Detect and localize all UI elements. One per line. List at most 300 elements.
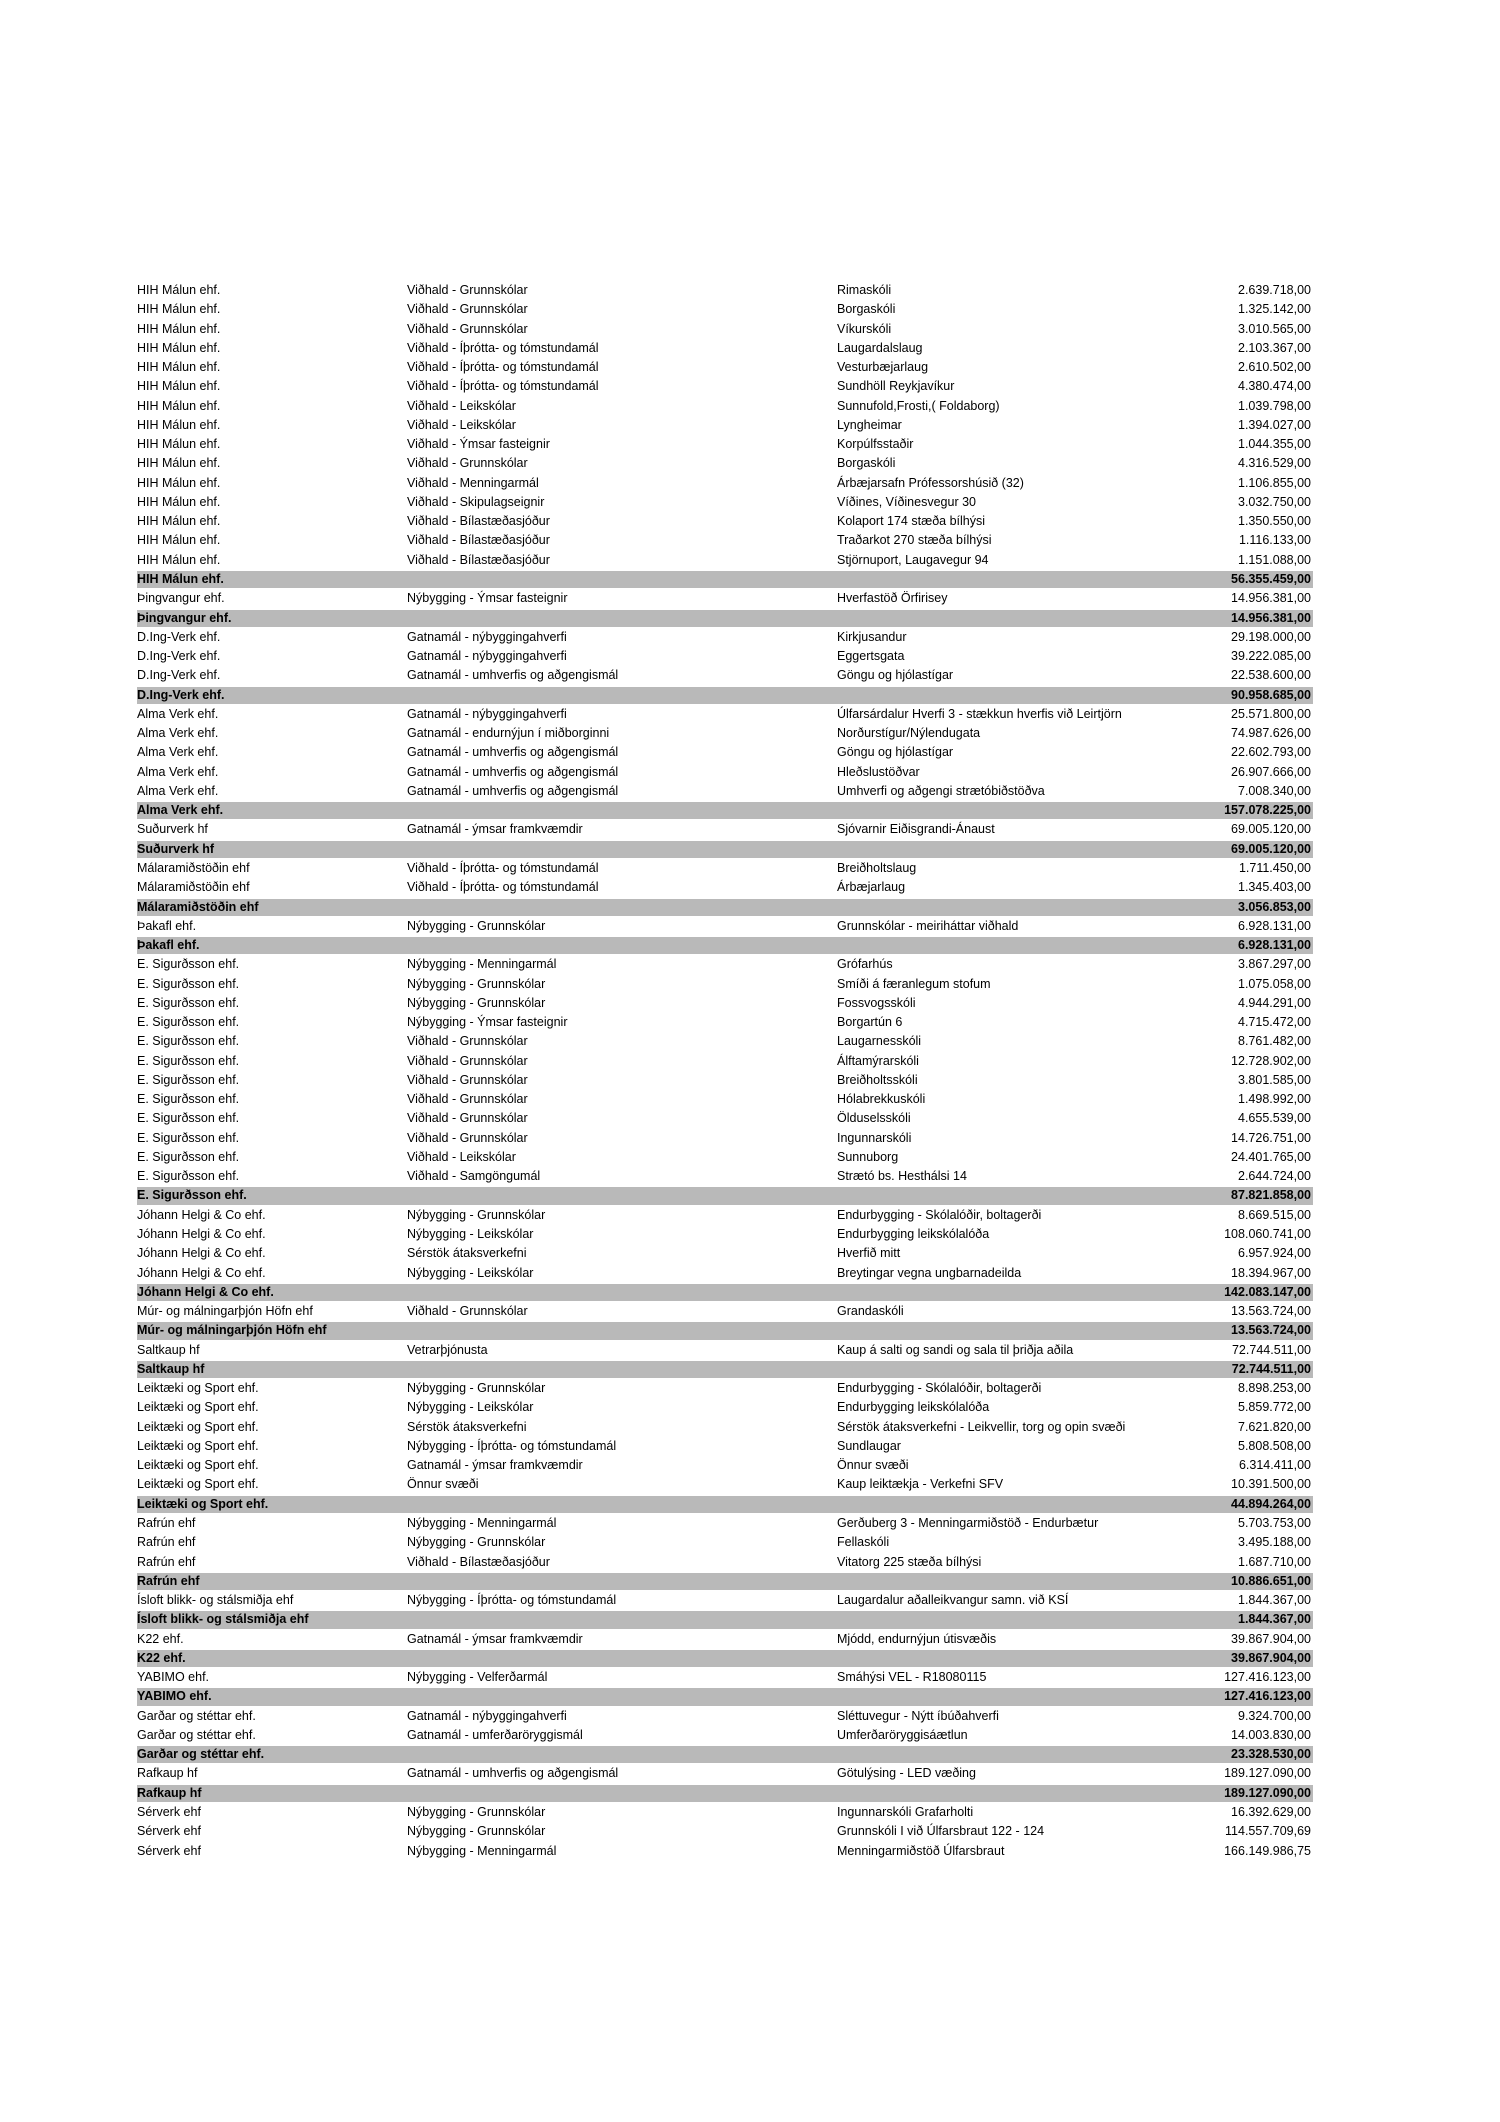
description-cell: Grófarhús <box>837 957 893 972</box>
company-cell: YABIMO ehf. <box>137 1670 210 1685</box>
category-cell: Viðhald - Grunnskólar <box>407 1130 528 1145</box>
summary-total-cell: 72.744.511,00 <box>1231 1361 1311 1376</box>
category-cell: Gatnamál - ýmsar framkvæmdir <box>407 1458 583 1473</box>
description-cell: Endurbygging leikskólalóða <box>837 1227 990 1242</box>
amount-cell: 2.103.367,00 <box>1238 340 1311 355</box>
table-row <box>137 320 1313 339</box>
description-cell: Víkurskóli <box>837 321 892 336</box>
category-cell: Nýbygging - Grunnskólar <box>407 1207 546 1222</box>
company-cell: Alma Verk ehf. <box>137 726 219 741</box>
company-cell: Sérverk ehf <box>137 1804 201 1819</box>
table-row <box>137 1013 1313 1032</box>
summary-row <box>137 1321 1313 1340</box>
amount-cell: 127.416.123,00 <box>1224 1670 1311 1685</box>
description-cell: Kaup á salti og sandi og sala til þriðja aðila <box>837 1342 1074 1357</box>
description-cell: Ölduselsskóli <box>837 1111 911 1126</box>
category-cell: Viðhald - Menningarmál <box>407 475 539 490</box>
description-cell: Kirkjusandur <box>837 629 907 644</box>
company-cell: HIH Málun ehf. <box>137 552 221 567</box>
table-row <box>137 705 1313 724</box>
category-cell: Viðhald - Grunnskólar <box>407 1092 528 1107</box>
amount-cell: 189.127.090,00 <box>1224 1766 1311 1781</box>
summary-total-cell: 189.127.090,00 <box>1224 1785 1311 1800</box>
category-cell: Gatnamál - nýbyggingahverfi <box>407 649 567 664</box>
description-cell: Umhverfi og aðgengi strætóbiðstöðva <box>837 783 1045 798</box>
description-cell: Gerðuberg 3 - Menningarmiðstöð - Endurbætur <box>837 1516 1099 1530</box>
table-row <box>137 628 1313 647</box>
company-cell: Rafrún ehf <box>137 1535 196 1550</box>
company-cell: E. Sigurðsson ehf. <box>137 1053 240 1068</box>
description-cell: Breiðholtslaug <box>837 860 917 875</box>
amount-cell: 6.928.131,00 <box>1238 918 1311 933</box>
description-cell: Fellaskóli <box>837 1535 890 1550</box>
summary-company-cell: Alma Verk ehf. <box>137 803 224 818</box>
category-cell: Nýbygging - Grunnskólar <box>407 1535 546 1550</box>
description-cell: Víðines, Víðinesvegur 30 <box>837 494 976 509</box>
description-cell: Göngu og hjólastígar <box>837 745 954 760</box>
summary-total-cell: 23.328.530,00 <box>1231 1747 1311 1762</box>
amount-cell: 1.116.133,00 <box>1238 533 1311 548</box>
amount-cell: 1.394.027,00 <box>1238 417 1311 432</box>
description-cell: Korpúlfsstaðir <box>837 437 914 452</box>
company-cell: Alma Verk ehf. <box>137 706 219 721</box>
amount-cell: 2.639.718,00 <box>1238 283 1311 297</box>
amount-cell: 39.222.085,00 <box>1231 649 1311 664</box>
company-cell: Jóhann Helgi & Co ehf. <box>137 1265 266 1280</box>
description-cell: Laugarnesskóli <box>837 1034 922 1049</box>
category-cell: Nýbygging - Grunnskólar <box>407 976 546 991</box>
table-row <box>137 1842 1313 1861</box>
amount-cell: 3.010.565,00 <box>1238 321 1311 336</box>
category-cell: Viðhald - Íþrótta- og tómstundamál <box>407 340 599 355</box>
summary-company-cell: YABIMO ehf. <box>137 1689 212 1704</box>
description-cell: Ingunnarskóli <box>837 1130 912 1145</box>
category-cell: Gatnamál - umhverfis og aðgengismál <box>407 668 619 683</box>
amount-cell: 69.005.120,00 <box>1231 822 1311 837</box>
description-cell: Grandaskóli <box>837 1304 904 1319</box>
table-row <box>137 1379 1313 1398</box>
company-cell: Leiktæki og Sport ehf. <box>137 1400 259 1415</box>
table-row <box>137 1456 1313 1475</box>
company-cell: HIH Málun ehf. <box>137 360 221 375</box>
summary-company-cell: Leiktæki og Sport ehf. <box>137 1496 269 1511</box>
company-cell: HIH Málun ehf. <box>137 379 221 394</box>
category-cell: Nýbygging - Ýmsar fasteignir <box>407 591 568 606</box>
contractor-payments-table <box>137 281 1313 1861</box>
summary-row <box>137 1360 1313 1379</box>
table-row <box>137 1553 1313 1572</box>
summary-total-cell: 39.867.904,00 <box>1231 1650 1311 1665</box>
description-cell: Árbæjarsafn Prófessorshúsið (32) <box>837 475 1024 490</box>
description-cell: Sjóvarnir Eiðisgrandi-Ánaust <box>837 822 995 837</box>
description-cell: Smíði á færanlegum stofum <box>837 976 991 991</box>
company-cell: HIH Málun ehf. <box>137 533 221 548</box>
table-row <box>137 1052 1313 1071</box>
table-row <box>137 1533 1313 1552</box>
amount-cell: 8.898.253,00 <box>1238 1381 1311 1396</box>
amount-cell: 24.401.765,00 <box>1231 1149 1311 1164</box>
table-row <box>137 1822 1313 1841</box>
amount-cell: 4.715.472,00 <box>1238 1015 1311 1030</box>
amount-cell: 108.060.741,00 <box>1224 1227 1311 1242</box>
amount-cell: 1.151.088,00 <box>1238 552 1311 567</box>
category-cell: Nýbygging - Íþrótta- og tómstundamál <box>407 1438 617 1453</box>
summary-total-cell: 90.958.685,00 <box>1231 687 1311 702</box>
amount-cell: 13.563.724,00 <box>1231 1304 1311 1319</box>
amount-cell: 22.538.600,00 <box>1231 668 1311 683</box>
table-row <box>137 955 1313 974</box>
summary-row <box>137 898 1313 917</box>
description-cell: Vitatorg 225 stæða bílhýsi <box>837 1554 982 1569</box>
description-cell: Sérstök átaksverkefni - Leikvellir, torg og opin svæði <box>837 1419 1126 1434</box>
category-cell: Nýbygging - Grunnskólar <box>407 1824 546 1839</box>
description-cell: Grunnskólar - meiriháttar viðhald <box>837 918 1019 933</box>
description-cell: Sundlaugar <box>837 1438 901 1453</box>
table-row <box>137 358 1313 377</box>
amount-cell: 3.032.750,00 <box>1238 494 1311 509</box>
table-row <box>137 1707 1313 1726</box>
category-cell: Nýbygging - Íþrótta- og tómstundamál <box>407 1593 617 1608</box>
description-cell: Rimaskóli <box>837 283 892 297</box>
category-cell: Viðhald - Bílastæðasjóður <box>407 533 550 548</box>
table-row <box>137 1630 1313 1649</box>
description-cell: Sunnufold,Frosti,( Foldaborg) <box>837 398 1000 413</box>
description-cell: Endurbygging leikskólalóða <box>837 1400 990 1415</box>
category-cell: Gatnamál - nýbyggingahverfi <box>407 1708 567 1723</box>
summary-row <box>137 840 1313 859</box>
table-row <box>137 1514 1313 1533</box>
amount-cell: 5.859.772,00 <box>1238 1400 1311 1415</box>
company-cell: Múr- og málningarþjón Höfn ehf <box>137 1304 313 1319</box>
company-cell: D.Ing-Verk ehf. <box>137 668 221 683</box>
amount-cell: 4.316.529,00 <box>1238 456 1311 471</box>
company-cell: Þingvangur ehf. <box>137 591 225 606</box>
summary-company-cell: Jóhann Helgi & Co ehf. <box>137 1284 274 1299</box>
company-cell: K22 ehf. <box>137 1631 184 1646</box>
table-row <box>137 377 1313 396</box>
table-row <box>137 1109 1313 1128</box>
amount-cell: 4.944.291,00 <box>1238 995 1311 1010</box>
category-cell: Nýbygging - Grunnskólar <box>407 1381 546 1396</box>
amount-cell: 22.602.793,00 <box>1231 745 1311 760</box>
company-cell: Leiktæki og Sport ehf. <box>137 1381 259 1396</box>
category-cell: Gatnamál - nýbyggingahverfi <box>407 629 567 644</box>
summary-total-cell: 10.886.651,00 <box>1231 1573 1311 1588</box>
amount-cell: 1.687.710,00 <box>1238 1554 1311 1569</box>
category-cell: Vetrarþjónusta <box>407 1342 488 1357</box>
amount-cell: 14.956.381,00 <box>1231 591 1311 606</box>
table-row <box>137 666 1313 685</box>
table-row <box>137 724 1313 743</box>
amount-cell: 7.621.820,00 <box>1238 1419 1311 1434</box>
description-cell: Kolaport 174 stæða bílhýsi <box>837 514 986 529</box>
table-row <box>137 300 1313 319</box>
summary-row <box>137 1572 1313 1591</box>
amount-cell: 16.392.629,00 <box>1231 1804 1311 1819</box>
summary-company-cell: HIH Málun ehf. <box>137 571 224 586</box>
amount-cell: 29.198.000,00 <box>1231 629 1311 644</box>
category-cell: Viðhald - Ýmsar fasteignir <box>407 437 550 452</box>
table-row <box>137 820 1313 839</box>
table-row <box>137 493 1313 512</box>
amount-cell: 1.075.058,00 <box>1238 976 1311 991</box>
table-row <box>137 1418 1313 1437</box>
summary-company-cell: E. Sigurðsson ehf. <box>137 1188 247 1203</box>
table-row <box>137 1264 1313 1283</box>
company-cell: Þakafl ehf. <box>137 918 197 933</box>
amount-cell: 14.003.830,00 <box>1231 1727 1311 1742</box>
description-cell: Stjörnuport, Laugavegur 94 <box>837 552 989 567</box>
category-cell: Viðhald - Grunnskólar <box>407 302 528 317</box>
description-cell: Norðurstígur/Nýlendugata <box>837 726 981 741</box>
category-cell: Nýbygging - Leikskólar <box>407 1400 534 1415</box>
company-cell: E. Sigurðsson ehf. <box>137 1072 240 1087</box>
summary-total-cell: 44.894.264,00 <box>1231 1496 1311 1511</box>
amount-cell: 39.867.904,00 <box>1231 1631 1311 1646</box>
table-row <box>137 1803 1313 1822</box>
company-cell: Málaramiðstöðin ehf <box>137 880 250 895</box>
company-cell: E. Sigurðsson ehf. <box>137 995 240 1010</box>
description-cell: Traðarkot 270 stæða bílhýsi <box>837 533 992 548</box>
amount-cell: 8.669.515,00 <box>1238 1207 1311 1222</box>
amount-cell: 7.008.340,00 <box>1238 783 1311 798</box>
company-cell: Jóhann Helgi & Co ehf. <box>137 1227 266 1242</box>
company-cell: HIH Málun ehf. <box>137 514 221 529</box>
category-cell: Gatnamál - umhverfis og aðgengismál <box>407 764 619 779</box>
table-row <box>137 339 1313 358</box>
summary-row <box>137 1186 1313 1205</box>
company-cell: Ísloft blikk- og stálsmiðja ehf <box>137 1593 294 1608</box>
table-row <box>137 1071 1313 1090</box>
amount-cell: 9.324.700,00 <box>1238 1708 1311 1723</box>
table-row <box>137 1341 1313 1360</box>
table-row <box>137 1475 1313 1494</box>
company-cell: HIH Málun ehf. <box>137 417 221 432</box>
description-cell: Sléttuvegur - Nýtt íbúðahverfi <box>837 1708 999 1723</box>
company-cell: Jóhann Helgi & Co ehf. <box>137 1207 266 1222</box>
category-cell: Nýbygging - Ýmsar fasteignir <box>407 1015 568 1030</box>
summary-row <box>137 801 1313 820</box>
summary-company-cell: Múr- og málningarþjón Höfn ehf <box>137 1323 327 1338</box>
table-row <box>137 878 1313 897</box>
table-row <box>137 551 1313 570</box>
table-row <box>137 589 1313 608</box>
description-cell: Smáhýsi VEL - R18080115 <box>837 1670 987 1685</box>
description-cell: Göngu og hjólastígar <box>837 668 954 683</box>
summary-total-cell: 157.078.225,00 <box>1224 803 1311 818</box>
description-cell: Borgartún 6 <box>837 1015 903 1030</box>
company-cell: Alma Verk ehf. <box>137 764 219 779</box>
summary-row <box>137 1649 1313 1668</box>
category-cell: Viðhald - Samgöngumál <box>407 1169 541 1184</box>
category-cell: Gatnamál - umhverfis og aðgengismál <box>407 745 619 760</box>
company-cell: HIH Málun ehf. <box>137 398 221 413</box>
category-cell: Viðhald - Grunnskólar <box>407 283 528 297</box>
summary-row <box>137 609 1313 628</box>
amount-cell: 1.106.855,00 <box>1238 475 1311 490</box>
amount-cell: 8.761.482,00 <box>1238 1034 1311 1049</box>
company-cell: HIH Málun ehf. <box>137 321 221 336</box>
description-cell: Sunnuborg <box>837 1149 899 1164</box>
amount-cell: 18.394.967,00 <box>1231 1265 1311 1280</box>
summary-company-cell: Þakafl ehf. <box>137 938 200 953</box>
category-cell: Nýbygging - Leikskólar <box>407 1265 534 1280</box>
description-cell: Laugardalslaug <box>837 340 923 355</box>
category-cell: Viðhald - Bílastæðasjóður <box>407 1554 550 1569</box>
table-row <box>137 859 1313 878</box>
table-row <box>137 994 1313 1013</box>
description-cell: Endurbygging - Skólalóðir, boltagerði <box>837 1207 1042 1222</box>
description-cell: Endurbygging - Skólalóðir, boltagerði <box>837 1381 1042 1396</box>
description-cell: Borgaskóli <box>837 456 896 471</box>
company-cell: E. Sigurðsson ehf. <box>137 1169 240 1184</box>
table-row <box>137 1129 1313 1148</box>
category-cell: Viðhald - Grunnskólar <box>407 1072 528 1087</box>
company-cell: Leiktæki og Sport ehf. <box>137 1438 259 1453</box>
category-cell: Viðhald - Íþrótta- og tómstundamál <box>407 360 599 375</box>
company-cell: Leiktæki og Sport ehf. <box>137 1419 259 1434</box>
amount-cell: 14.726.751,00 <box>1231 1130 1311 1145</box>
summary-company-cell: Ísloft blikk- og stálsmiðja ehf <box>137 1612 309 1627</box>
table-row <box>137 1668 1313 1687</box>
company-cell: Sérverk ehf <box>137 1843 201 1858</box>
table-row <box>137 1764 1313 1783</box>
summary-total-cell: 14.956.381,00 <box>1231 610 1311 625</box>
table-row <box>137 1591 1313 1610</box>
amount-cell: 1.844.367,00 <box>1238 1593 1311 1608</box>
category-cell: Nýbygging - Leikskólar <box>407 1227 534 1242</box>
category-cell: Viðhald - Íþrótta- og tómstundamál <box>407 379 599 394</box>
category-cell: Viðhald - Bílastæðasjóður <box>407 514 550 529</box>
summary-row <box>137 1784 1313 1803</box>
table-row <box>137 1090 1313 1109</box>
category-cell: Viðhald - Leikskólar <box>407 1149 516 1164</box>
category-cell: Gatnamál - nýbyggingahverfi <box>407 706 567 721</box>
category-cell: Viðhald - Bílastæðasjóður <box>407 552 550 567</box>
company-cell: Jóhann Helgi & Co ehf. <box>137 1246 266 1261</box>
amount-cell: 4.655.539,00 <box>1238 1111 1311 1126</box>
category-cell: Gatnamál - ýmsar framkvæmdir <box>407 822 583 837</box>
company-cell: HIH Málun ehf. <box>137 283 221 297</box>
amount-cell: 26.907.666,00 <box>1231 764 1311 779</box>
summary-company-cell: Saltkaup hf <box>137 1361 205 1376</box>
summary-total-cell: 56.355.459,00 <box>1231 571 1311 586</box>
company-cell: HIH Málun ehf. <box>137 340 221 355</box>
category-cell: Viðhald - Grunnskólar <box>407 1034 528 1049</box>
description-cell: Önnur svæði <box>837 1458 909 1473</box>
amount-cell: 10.391.500,00 <box>1231 1477 1311 1492</box>
description-cell: Menningarmiðstöð Úlfarsbraut <box>837 1843 1005 1858</box>
amount-cell: 5.808.508,00 <box>1238 1438 1311 1453</box>
category-cell: Viðhald - Íþrótta- og tómstundamál <box>407 860 599 875</box>
description-cell: Lyngheimar <box>837 417 902 432</box>
description-cell: Álftamýrarskóli <box>837 1053 919 1068</box>
description-cell: Götulýsing - LED væðing <box>837 1766 976 1781</box>
summary-row <box>137 686 1313 705</box>
category-cell: Viðhald - Grunnskólar <box>407 1304 528 1319</box>
company-cell: Garðar og stéttar ehf. <box>137 1727 256 1742</box>
description-cell: Eggertsgata <box>837 649 905 664</box>
summary-company-cell: Suðurverk hf <box>137 841 215 856</box>
category-cell: Viðhald - Grunnskólar <box>407 456 528 471</box>
table-row <box>137 743 1313 762</box>
category-cell: Gatnamál - umferðaröryggismál <box>407 1727 583 1742</box>
summary-total-cell: 13.563.724,00 <box>1231 1323 1311 1338</box>
company-cell: Rafrún ehf <box>137 1554 196 1569</box>
table-row <box>137 1225 1313 1244</box>
description-cell: Mjódd, endurnýjun útisvæðis <box>837 1631 997 1646</box>
table-row <box>137 1244 1313 1263</box>
amount-cell: 74.987.626,00 <box>1231 726 1311 741</box>
summary-company-cell: Garðar og stéttar ehf. <box>137 1747 265 1762</box>
summary-row <box>137 1283 1313 1302</box>
table-row <box>137 1302 1313 1321</box>
table-row <box>137 531 1313 550</box>
category-cell: Gatnamál - endurnýjun í miðborginni <box>407 726 610 741</box>
summary-total-cell: 127.416.123,00 <box>1224 1689 1311 1704</box>
description-cell: Hverfið mitt <box>837 1246 901 1261</box>
description-cell: Umferðaröryggisáætlun <box>837 1727 968 1742</box>
amount-cell: 1.325.142,00 <box>1238 302 1311 317</box>
company-cell: Alma Verk ehf. <box>137 745 219 760</box>
table-row <box>137 512 1313 531</box>
table-row <box>137 474 1313 493</box>
description-cell: Hverfastöð Örfirisey <box>837 591 948 606</box>
company-cell: Saltkaup hf <box>137 1342 200 1357</box>
company-cell: E. Sigurðsson ehf. <box>137 1149 240 1164</box>
description-cell: Hólabrekkuskóli <box>837 1092 926 1107</box>
amount-cell: 3.495.188,00 <box>1238 1535 1311 1550</box>
description-cell: Ingunnarskóli Grafarholti <box>837 1804 974 1819</box>
amount-cell: 1.039.798,00 <box>1238 398 1311 413</box>
summary-total-cell: 1.844.367,00 <box>1238 1612 1311 1627</box>
category-cell: Nýbygging - Grunnskólar <box>407 995 546 1010</box>
company-cell: HIH Málun ehf. <box>137 302 221 317</box>
category-cell: Gatnamál - ýmsar framkvæmdir <box>407 1631 583 1646</box>
company-cell: Alma Verk ehf. <box>137 783 219 798</box>
amount-cell: 2.644.724,00 <box>1238 1169 1311 1184</box>
amount-cell: 1.711.450,00 <box>1238 860 1311 875</box>
category-cell: Viðhald - Leikskólar <box>407 398 516 413</box>
description-cell: Grunnskóli I við Úlfarsbraut 122 - 124 <box>837 1824 1045 1839</box>
description-cell: Breytingar vegna ungbarnadeilda <box>837 1265 1022 1280</box>
amount-cell: 114.557.709,69 <box>1225 1824 1311 1839</box>
category-cell: Viðhald - Skipulagseignir <box>407 494 545 509</box>
description-cell: Fossvogsskóli <box>837 995 916 1010</box>
summary-total-cell: 3.056.853,00 <box>1238 899 1311 914</box>
description-cell: Kaup leiktækja - Verkefni SFV <box>837 1477 1004 1492</box>
amount-cell: 5.703.753,00 <box>1238 1516 1311 1530</box>
amount-cell: 3.867.297,00 <box>1238 957 1311 972</box>
table-row <box>137 782 1313 801</box>
description-cell: Úlfarsárdalur Hverfi 3 - stækkun hverfis við Leirtjörn <box>837 706 1122 721</box>
table-row <box>137 397 1313 416</box>
company-cell: D.Ing-Verk ehf. <box>137 629 221 644</box>
description-cell: Árbæjarlaug <box>837 880 906 895</box>
summary-row <box>137 1495 1313 1514</box>
summary-row <box>137 1745 1313 1764</box>
amount-cell: 12.728.902,00 <box>1231 1053 1311 1068</box>
company-cell: Leiktæki og Sport ehf. <box>137 1458 259 1473</box>
amount-cell: 1.044.355,00 <box>1238 437 1311 452</box>
company-cell: E. Sigurðsson ehf. <box>137 1111 240 1126</box>
category-cell: Önnur svæði <box>407 1477 479 1492</box>
description-cell: Borgaskóli <box>837 302 896 317</box>
category-cell: Viðhald - Grunnskólar <box>407 1111 528 1126</box>
summary-company-cell: Rafrún ehf <box>137 1573 200 1588</box>
company-cell: HIH Málun ehf. <box>137 456 221 471</box>
table-row <box>137 1148 1313 1167</box>
